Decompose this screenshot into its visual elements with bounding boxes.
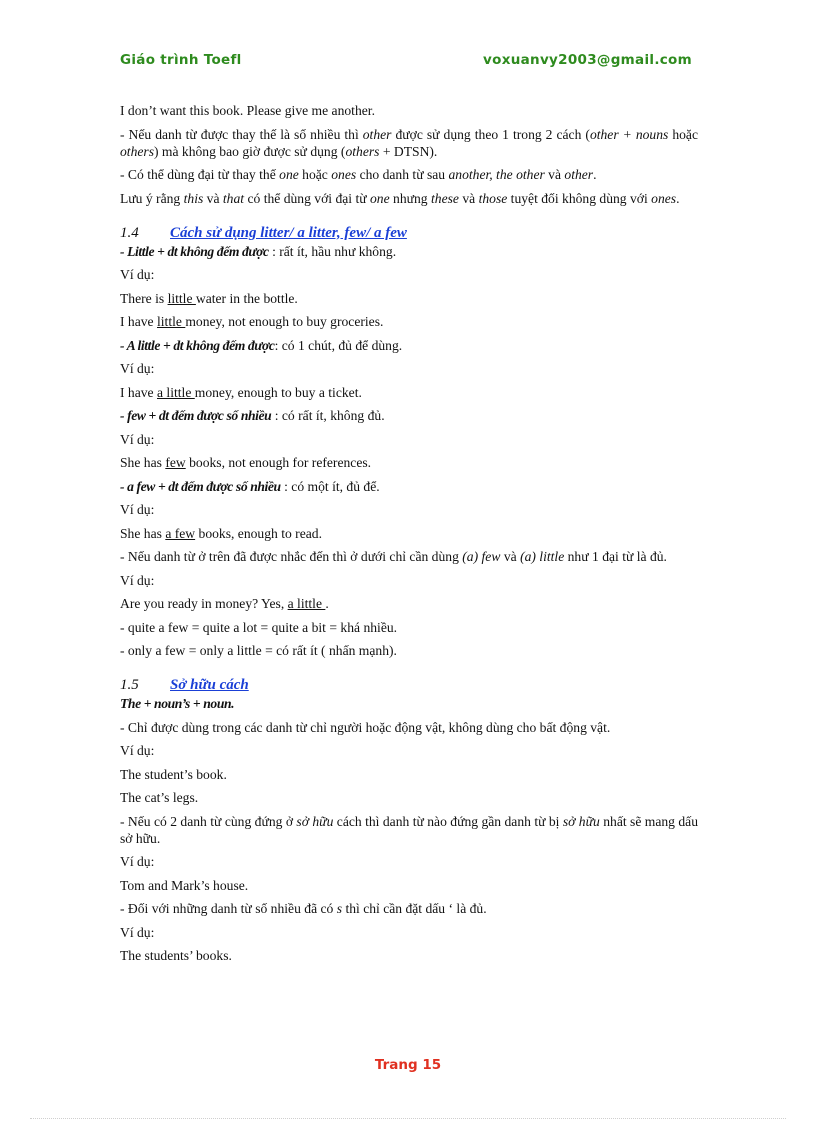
example-label: Ví dụ: (120, 502, 155, 517)
paragraph: - Nếu danh từ được thay thế là số nhiều thì other được sử dụng theo 1 trong 2 cách (other + nouns hoặc others) mà không bao giờ được sử dụng (others + DTSN). (120, 126, 698, 159)
paragraph: - Đối với những danh từ số nhiều đã có s thì chỉ cần đặt dấu ‘ là đủ. (120, 901, 487, 916)
section-heading-1-5: 1.5 Sở hữu cách (120, 677, 249, 693)
example-line: She has a few books, enough to read. (120, 525, 322, 541)
page-bottom-divider (30, 1118, 786, 1119)
page-number: Trang 15 (374, 1057, 442, 1073)
rule-line: - few + dt đếm được số nhiều : có rất ít, không đủ. (120, 408, 385, 423)
example-line: I have a little money, enough to buy a ticket. (120, 384, 362, 400)
paragraph: I don’t want this book. Please give me another. (120, 103, 375, 118)
paragraph: - Nếu danh từ ở trên đã được nhắc đến thì ở dưới chỉ cần dùng (a) few và (a) little như 1 đại từ là đủ. (120, 549, 667, 564)
paragraph: - Chỉ được dùng trong các danh từ chỉ người hoặc động vật, không dùng cho bất động vật. (120, 719, 611, 735)
example-label: Ví dụ: (120, 361, 155, 376)
example-label: Ví dụ: (120, 924, 155, 940)
paragraph: - Nếu có 2 danh từ cùng đứng ở sở hữu cách thì danh từ nào đứng gần danh từ bị sở hữu nhất sẽ mang dấu sở hữu. (120, 813, 699, 846)
example-line: The students’ books. (120, 948, 232, 963)
example-label: Ví dụ: (120, 267, 155, 282)
section-heading-1-4: 1.4 Cách sử dụng litter/ a litter, few/ a few (120, 224, 407, 241)
example-line: She has few books, not enough for references. (120, 455, 372, 470)
example-label: Ví dụ: (120, 431, 155, 447)
section-link[interactable]: Sở hữu cách (170, 677, 249, 693)
paragraph: - Có thể dùng đại từ thay thế one hoặc ones cho danh từ sau another, the other và other. (120, 167, 597, 182)
paragraph: - only a few = only a little = có rất ít ( nhấn mạnh). (120, 643, 397, 658)
example-line: Tom and Mark’s house. (120, 877, 249, 893)
rule-line: - Little + dt không đếm được : rất ít, hầu như không. (120, 243, 397, 259)
example-line: The cat’s legs. (120, 790, 199, 805)
rule-line: The + noun’s + noun. (120, 696, 235, 711)
paragraph: - quite a few = quite a lot = quite a bit = khá nhiều. (120, 619, 398, 635)
rule-line: - a few + dt đếm được số nhiều : có một ít, đủ để. (120, 478, 380, 494)
paragraph: Lưu ý rằng this và that có thể dùng với đại từ one nhưng these và those tuyệt đối không dùng với ones. (120, 190, 680, 206)
rule-line: - A little + dt không đếm được: có 1 chút, đủ để dùng. (120, 337, 403, 353)
example-line: There is little water in the bottle. (120, 290, 298, 306)
example-label: Ví dụ: (120, 743, 155, 758)
example-line: The student’s book. (120, 766, 227, 782)
example-label: Ví dụ: (120, 854, 155, 869)
section-link[interactable]: Cách sử dụng litter/ a litter, few/ a few (170, 224, 407, 241)
example-line: Are you ready in money? Yes, a little . (120, 596, 329, 611)
header-title: Giáo trình Toefl (120, 52, 242, 68)
example-label: Ví dụ: (120, 572, 155, 588)
example-line: I have little money, not enough to buy groceries. (120, 314, 384, 329)
document-body (120, 102, 698, 971)
header-email: voxuanvy2003@gmail.com (483, 52, 692, 68)
